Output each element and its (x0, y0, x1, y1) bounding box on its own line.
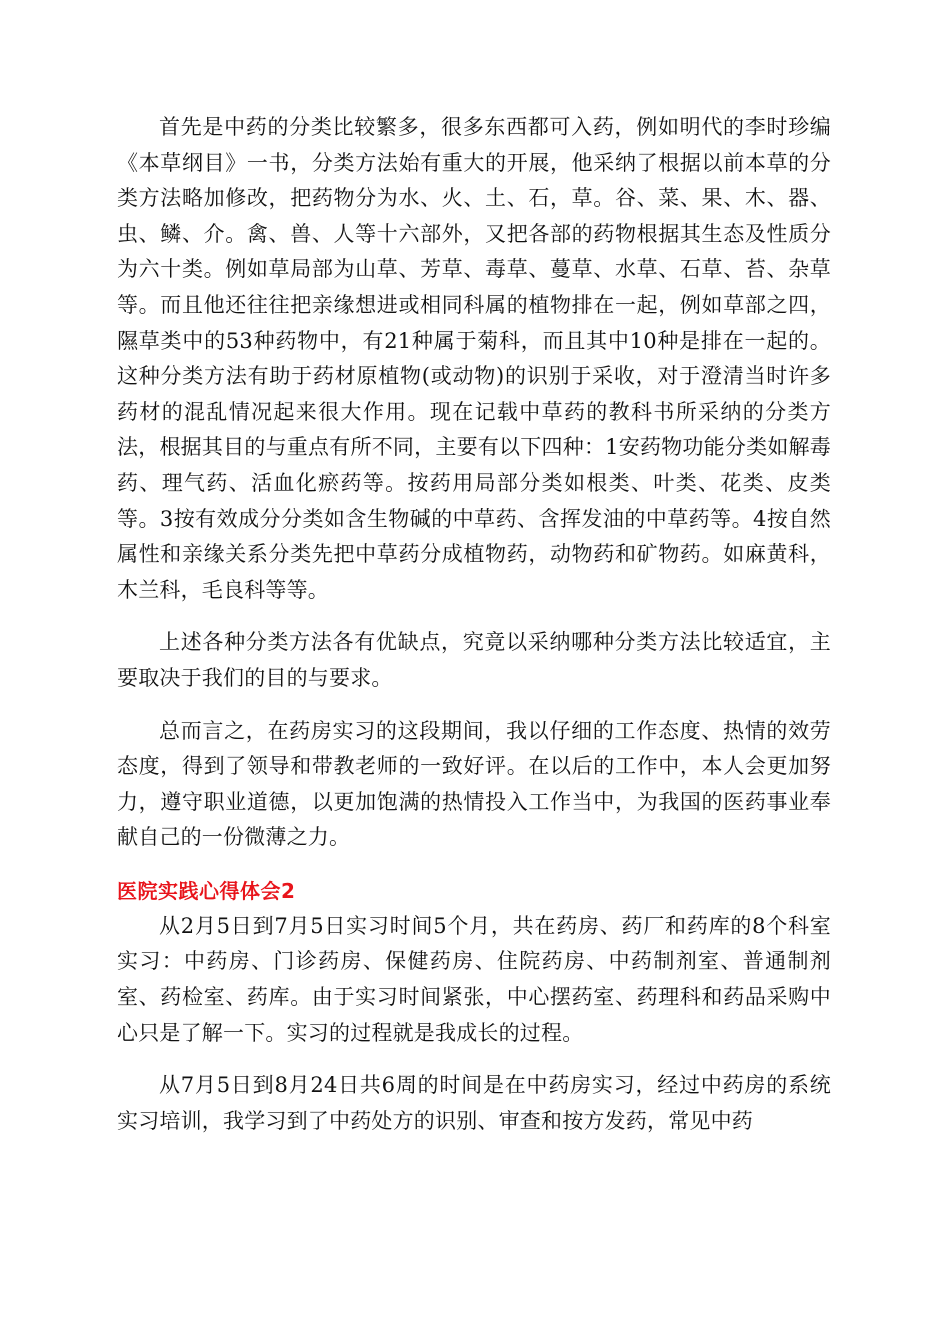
section-heading: 医院实践心得体会2 (117, 878, 296, 903)
body-paragraph: 上述各种分类方法各有优缺点，究竟以采纳哪种分类方法比较适宜，主要取决于我们的目的与要求。 (117, 630, 831, 690)
body-paragraph: 从2月5日到7月5日实习时间5个月，共在药房、药厂和药库的8个科室实习：中药房、门诊药房、保健药房、住院药房、中药制剂室、普通制剂室、药检室、药库。由于实习时间紧张，中心摆药室、药理科和药品采购中心只是了解一下。实习的过程就是我成长的过程。 (117, 913, 831, 1045)
body-paragraph: 总而言之，在药房实习的这段期间，我以仔细的工作态度、热情的效劳态度，得到了领导和带教老师的一致好评。在以后的工作中，本人会更加努力，遵守职业道德，以更加饱满的热情投入工作当中，为我国的医药事业奉献自己的一份微薄之力。 (117, 718, 831, 850)
body-paragraph: 首先是中药的分类比较繁多，很多东西都可入药，例如明代的李时珍编《本草纲目》一书，分类方法始有重大的开展，他采纳了根据以前本草的分类方法略加修改，把药物分为水、火、土、石，草。谷、菜、果、木、器、虫、鳞、介。禽、兽、人等十六部外，又把各部的药物根据其生态及性质分为六十类。例如草局部为山草、芳草、毒草、蔓草、水草、石草、苔、杂草等。而且他还往往把亲缘想进或相同科属的植物排在一起，例如草部之四，隰草类中的53种药物中，有21种属于菊科，而且其中10种是排在一起的。这种分类方法有助于药材原植物(或动物)的识别于采收，对于澄清当时许多药材的混乱情况起来很大作用。现在记载中草药的教科书所采纳的分类方法，根据其目的与重点有所不同，主要有以下四种：1安药物功能分类如解毒药、理气药、活血化瘀药等。按药用局部分类如根类、叶类、花类、皮类等。3按有效成分分类如含生物碱的中草药、含挥发油的中草药等。4按自然属性和亲缘关系分类先把中草药分成植物药，动物药和矿物药。如麻黄科，木兰科，毛良科等等。 (117, 115, 831, 602)
body-paragraph: 从7月5日到8月24日共6周的时间是在中药房实习，经过中药房的系统实习培训，我学习到了中药处方的识别、审查和按方发药，常见中药 (117, 1073, 831, 1133)
document-page (117, 110, 831, 1156)
